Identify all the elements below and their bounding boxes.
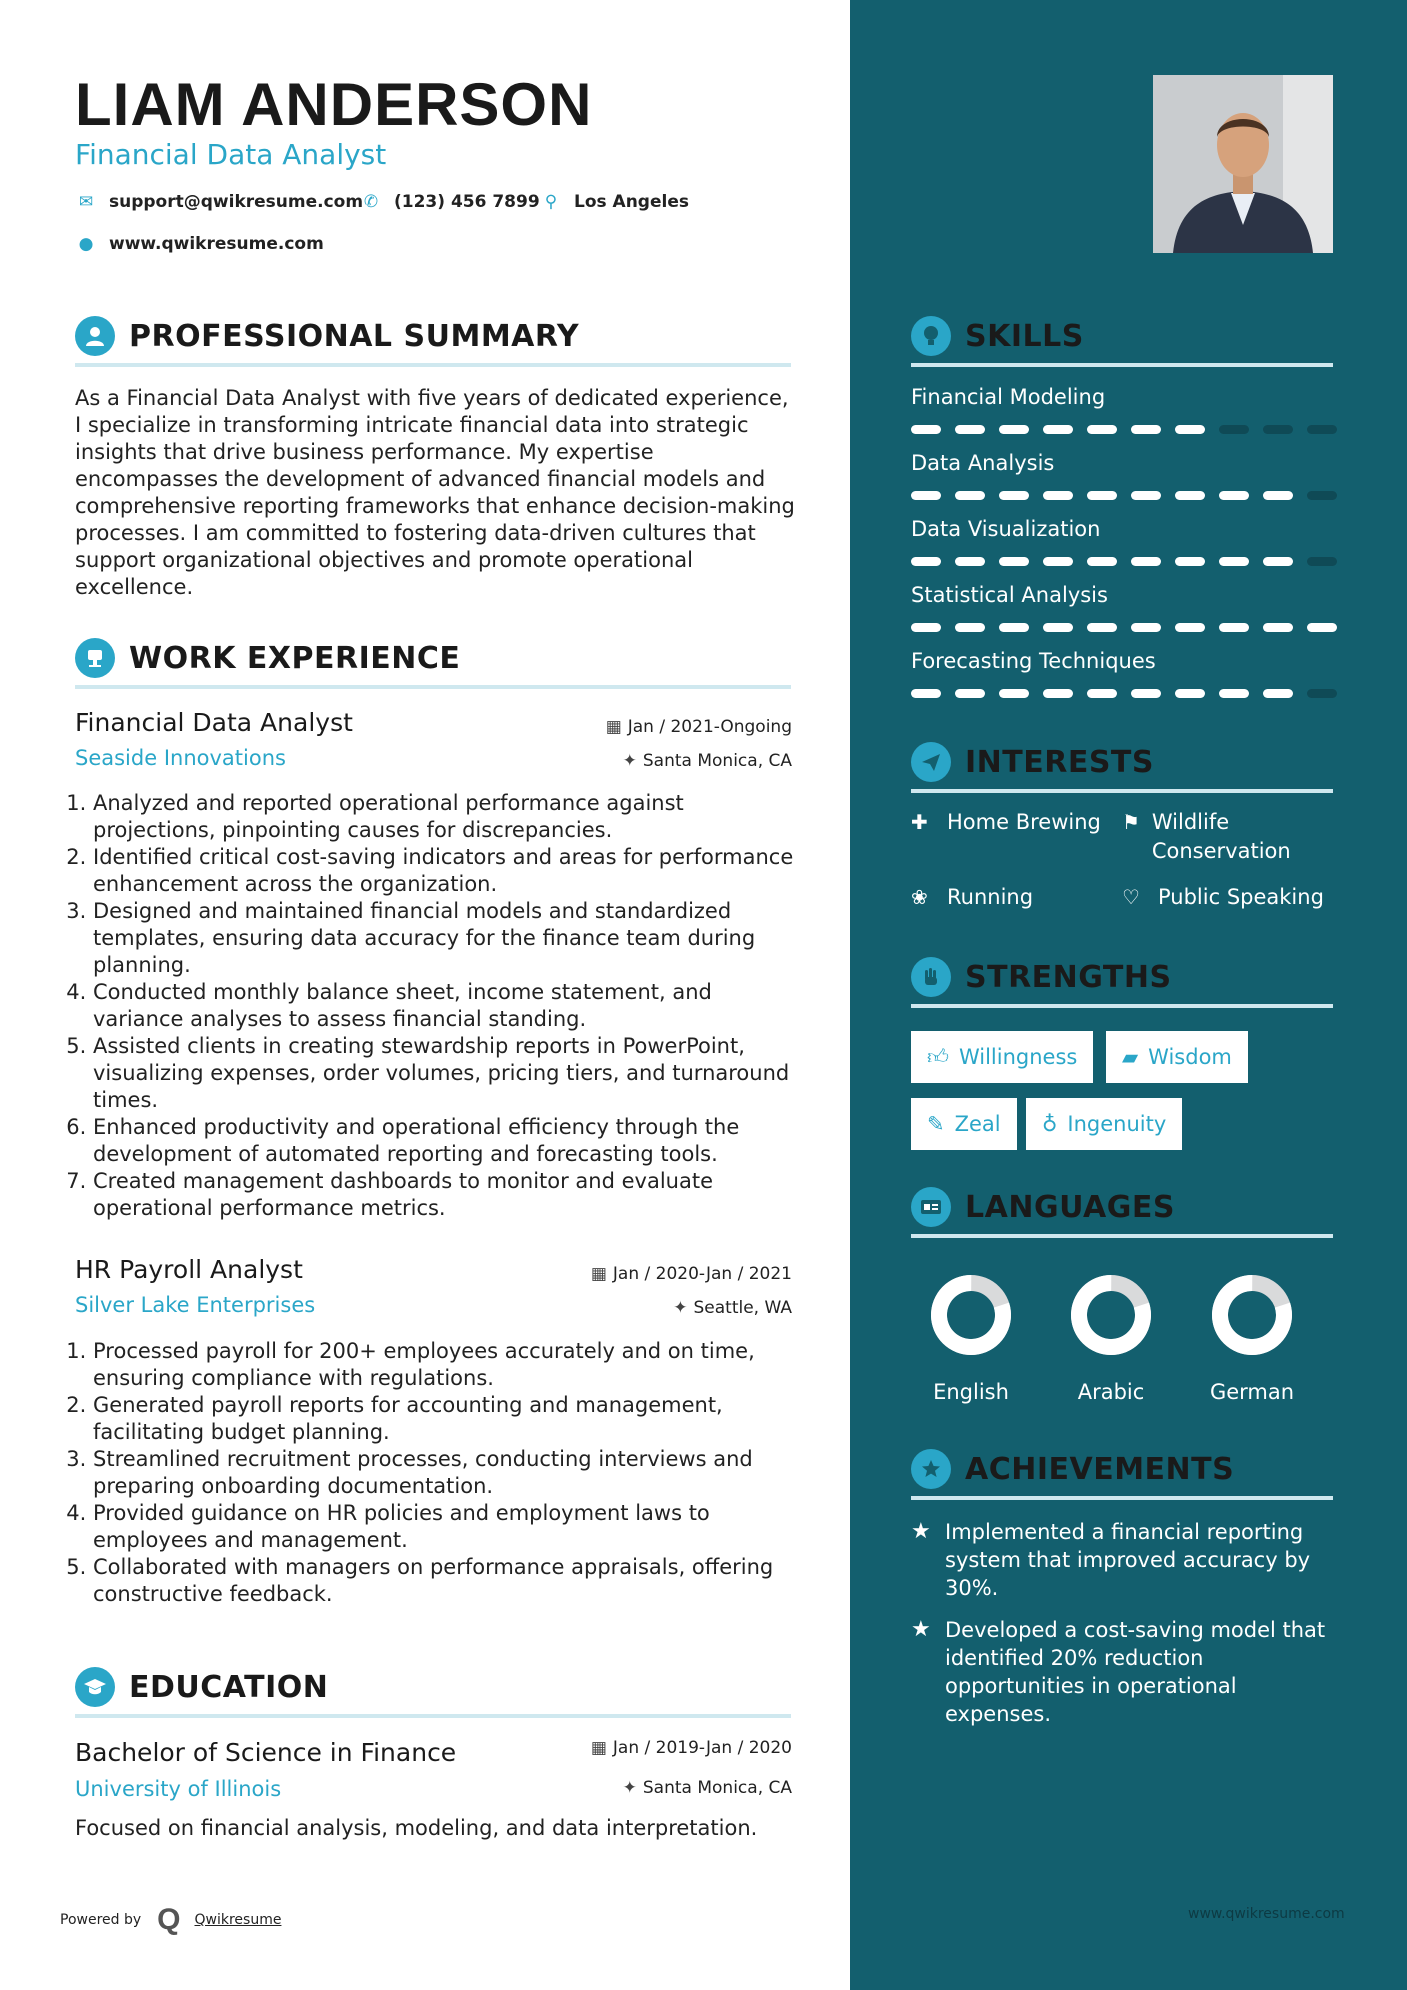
skill-meter xyxy=(911,491,1337,500)
languages-heading xyxy=(911,1187,1175,1227)
paper-plane-icon xyxy=(911,742,951,782)
interests-divider xyxy=(911,789,1333,793)
paw-icon: ❀ xyxy=(911,885,928,909)
experience-divider xyxy=(75,685,791,689)
job-dates: ▦ Jan / 2021-Ongoing xyxy=(605,717,792,737)
interests-title: INTERESTS xyxy=(965,744,1154,780)
envelope-icon: ✉ xyxy=(78,192,94,212)
skill-dash xyxy=(955,425,985,434)
job-company: Seaside Innovations xyxy=(75,746,286,770)
skill-dash xyxy=(1087,689,1117,698)
skill-name: Statistical Analysis xyxy=(911,583,1108,607)
book-icon: ▰ xyxy=(1122,1045,1139,1069)
list-item: 2. Generated payroll reports for accounting and management, facilitating budget planning. xyxy=(93,1392,795,1446)
skill-dash xyxy=(1307,689,1337,698)
skill-dash xyxy=(1307,557,1337,566)
skills-heading xyxy=(911,316,1084,356)
skill-dash xyxy=(1219,623,1249,632)
language-ring xyxy=(1209,1272,1295,1358)
candidate-title: Financial Data Analyst xyxy=(75,138,387,171)
language-item xyxy=(1187,1272,1317,1404)
skill-dash xyxy=(1307,623,1337,632)
skill-dash xyxy=(1175,491,1205,500)
experience-heading xyxy=(75,638,460,678)
skill-dash xyxy=(999,689,1029,698)
skill-dash xyxy=(955,491,985,500)
skill-dash xyxy=(1219,425,1249,434)
job-duties xyxy=(75,1338,795,1608)
flag-icon: ⚑ xyxy=(1122,810,1140,834)
education-dates: ▦ Jan / 2019-Jan / 2020 xyxy=(590,1738,792,1758)
list-item: 6. Enhanced productivity and operational efficiency through the development of automated reporting and forecasting tools. xyxy=(93,1114,795,1168)
list-item: 7. Created management dashboards to monitor and evaluate operational performance metrics. xyxy=(93,1168,795,1222)
strength-tag: ♁ Ingenuity xyxy=(1026,1098,1182,1150)
summary-heading xyxy=(75,316,579,356)
skill-dash xyxy=(911,623,941,632)
language-item xyxy=(906,1272,1036,1404)
skill-name: Data Analysis xyxy=(911,451,1055,475)
list-item: 5. Assisted clients in creating stewardship reports in PowerPoint, visualizing expenses, order volumes, pricing tiers, and turnaround times. xyxy=(93,1033,795,1114)
skill-dash xyxy=(1175,623,1205,632)
skill-dash xyxy=(1131,623,1161,632)
map-marker-icon: ⚲ xyxy=(544,192,558,212)
website-text: www.qwikresume.com xyxy=(109,234,324,254)
education-divider xyxy=(75,1714,791,1718)
strength-tag: ▰ Wisdom xyxy=(1106,1031,1248,1083)
skill-dash xyxy=(1307,491,1337,500)
contact-website[interactable] xyxy=(75,234,324,254)
shooting-star-icon: ★ xyxy=(911,1617,931,1642)
job-location: ✦ Santa Monica, CA xyxy=(622,751,792,771)
languages-title: LANGUAGES xyxy=(965,1189,1175,1225)
powered-by xyxy=(60,1903,281,1937)
skill-name: Forecasting Techniques xyxy=(911,649,1156,673)
skill-dash xyxy=(911,491,941,500)
job-dates: ▦ Jan / 2020-Jan / 2021 xyxy=(590,1264,792,1284)
skill-dash xyxy=(1043,689,1073,698)
graduation-cap-icon xyxy=(75,1667,115,1707)
skill-meter xyxy=(911,557,1337,566)
education-heading xyxy=(75,1667,328,1707)
skill-dash xyxy=(1175,689,1205,698)
skill-dash xyxy=(999,425,1029,434)
calendar-icon: ▦ xyxy=(590,1264,607,1284)
phone-icon: ✆ xyxy=(363,192,379,212)
job-company: Silver Lake Enterprises xyxy=(75,1293,316,1317)
skill-dash xyxy=(911,425,941,434)
language-card-icon xyxy=(911,1187,951,1227)
email-text: support@qwikresume.com xyxy=(109,192,364,212)
skill-dash xyxy=(1263,491,1293,500)
job-title: Financial Data Analyst xyxy=(75,708,353,737)
achievements-divider xyxy=(911,1496,1333,1500)
skill-dash xyxy=(999,623,1029,632)
skill-dash xyxy=(1219,689,1249,698)
thumbs-up-icon: 👍︎ xyxy=(927,1045,949,1069)
skill-dash xyxy=(911,689,941,698)
languages-divider xyxy=(911,1234,1333,1238)
pin-icon: ✦ xyxy=(622,751,637,771)
briefcase-icon xyxy=(75,638,115,678)
interest-item: ♡ Public Speaking xyxy=(1122,883,1324,912)
list-item: 4. Conducted monthly balance sheet, income statement, and variance analyses to assess financial standing. xyxy=(93,979,795,1033)
achievement-item: ★ Developed a cost-saving model that identified 20% reduction opportunities in operational expenses. xyxy=(911,1617,1326,1726)
skill-dash xyxy=(955,623,985,632)
education-location: ✦ Santa Monica, CA xyxy=(622,1778,792,1798)
language-name: English xyxy=(933,1380,1009,1404)
list-item: 1. Analyzed and reported operational performance against projections, pinpointing causes for discrepancies. xyxy=(93,790,795,844)
lightbulb-icon xyxy=(911,316,951,356)
calendar-icon: ▦ xyxy=(605,717,622,737)
skill-dash xyxy=(955,689,985,698)
strengths-divider xyxy=(911,1004,1333,1008)
language-name: Arabic xyxy=(1077,1380,1145,1404)
puzzle-icon: ✚ xyxy=(911,810,928,834)
skill-meter xyxy=(911,425,1337,434)
skill-dash xyxy=(1043,623,1073,632)
skill-dash xyxy=(1087,491,1117,500)
calendar-icon: ▦ xyxy=(590,1738,607,1758)
skill-dash xyxy=(999,557,1029,566)
job-location: ✦ Seattle, WA xyxy=(673,1298,792,1318)
brand-link[interactable]: Qwikresume xyxy=(194,1912,282,1928)
skill-dash xyxy=(1175,425,1205,434)
interests-heading xyxy=(911,742,1154,782)
skill-dash xyxy=(1087,425,1117,434)
summary-title: PROFESSIONAL SUMMARY xyxy=(129,318,580,354)
skill-dash xyxy=(1263,623,1293,632)
skill-dash xyxy=(1263,425,1293,434)
contact-email[interactable] xyxy=(75,192,363,212)
strengths-heading xyxy=(911,957,1172,997)
pin-icon: ✦ xyxy=(622,1778,637,1798)
experience-title: WORK EXPERIENCE xyxy=(129,640,461,676)
skill-dash xyxy=(1263,557,1293,566)
skill-dash xyxy=(1263,689,1293,698)
skill-dash xyxy=(1219,491,1249,500)
skill-dash xyxy=(1131,689,1161,698)
education-description: Focused on financial analysis, modeling, and data interpretation. xyxy=(75,1816,758,1840)
powered-label: Powered by xyxy=(60,1912,142,1928)
skill-name: Financial Modeling xyxy=(911,385,1106,409)
pen-icon: ✎ xyxy=(927,1112,945,1136)
skill-meter xyxy=(911,623,1337,632)
skill-dash xyxy=(911,557,941,566)
skill-dash xyxy=(1219,557,1249,566)
language-ring xyxy=(928,1272,1014,1358)
job-title: HR Payroll Analyst xyxy=(75,1255,303,1284)
list-item: 3. Streamlined recruitment processes, conducting interviews and preparing onboarding documentation. xyxy=(93,1446,795,1500)
heartbeat-icon: ♡ xyxy=(1122,885,1140,909)
star-badge-icon xyxy=(911,1449,951,1489)
candidate-name: LIAM ANDERSON xyxy=(75,71,593,138)
skill-dash xyxy=(1087,623,1117,632)
skill-name: Data Visualization xyxy=(911,517,1101,541)
skill-dash xyxy=(999,491,1029,500)
list-item: 5. Collaborated with managers on performance appraisals, offering constructive feedback. xyxy=(93,1554,795,1608)
user-icon xyxy=(75,316,115,356)
skills-divider xyxy=(911,363,1333,367)
language-name: German xyxy=(1209,1380,1295,1404)
language-item xyxy=(1046,1272,1176,1404)
contact-phone[interactable] xyxy=(360,192,540,212)
shooting-star-icon: ★ xyxy=(911,1519,931,1544)
job-duties xyxy=(75,790,795,1222)
contact-location xyxy=(540,192,689,212)
list-item: 4. Provided guidance on HR policies and employment laws to employees and management. xyxy=(93,1500,795,1554)
hand-icon xyxy=(911,957,951,997)
list-item: 1. Processed payroll for 200+ employees accurately and on time, ensuring compliance with regulations. xyxy=(93,1338,795,1392)
skill-dash xyxy=(1175,557,1205,566)
qwikresume-logo-icon: Q xyxy=(157,1903,181,1936)
language-ring xyxy=(1068,1272,1154,1358)
strengths-title: STRENGTHS xyxy=(965,959,1172,995)
skill-dash xyxy=(1131,425,1161,434)
skill-dash xyxy=(1043,557,1073,566)
school-name: University of Illinois xyxy=(75,1777,282,1801)
skill-dash xyxy=(955,557,985,566)
phone-text: (123) 456 7899 xyxy=(394,192,540,212)
skill-meter xyxy=(911,689,1337,698)
skills-title: SKILLS xyxy=(965,318,1084,354)
summary-text: As a Financial Data Analyst with five years of dedicated experience, I specialize in transforming intricate financial data into strategic insights that drive business performance. My expertise encompasses the development of advanced financial models and comprehensive reporting frameworks that enhance decision-making processes. I am committed to fostering data-driven cultures that support organizational objectives and promote operational excellence. xyxy=(75,386,795,599)
skill-dash xyxy=(1043,425,1073,434)
achievements-title: ACHIEVEMENTS xyxy=(965,1451,1235,1487)
strength-tag: ✎ Zeal xyxy=(911,1098,1017,1150)
interest-item: ⚑ Wildlife Conservation xyxy=(1122,808,1322,866)
achievement-item: ★ Implemented a financial reporting system that improved accuracy by 30%. xyxy=(911,1519,1311,1600)
skill-dash xyxy=(1131,557,1161,566)
profile-photo xyxy=(1153,75,1333,253)
skill-dash xyxy=(1131,491,1161,500)
pin-icon: ✦ xyxy=(673,1298,688,1318)
interest-item: ✚ Home Brewing xyxy=(911,808,1101,837)
location-text: Los Angeles xyxy=(574,192,689,212)
degree-title: Bachelor of Science in Finance xyxy=(75,1738,457,1767)
list-item: 3. Designed and maintained financial models and standardized templates, ensuring data accuracy for the finance team during planning. xyxy=(93,898,795,979)
strength-tag: 👍︎ Willingness xyxy=(911,1031,1093,1083)
globe-icon: ● xyxy=(78,234,94,254)
interest-item: ❀ Running xyxy=(911,883,1033,912)
footer-url[interactable]: www.qwikresume.com xyxy=(1188,1906,1345,1922)
achievements-heading xyxy=(911,1449,1234,1489)
education-title: EDUCATION xyxy=(129,1669,329,1705)
list-item: 2. Identified critical cost-saving indicators and areas for performance enhancement across the organization. xyxy=(93,844,795,898)
skill-dash xyxy=(1087,557,1117,566)
lightbulb-icon: ♁ xyxy=(1042,1112,1058,1136)
summary-divider xyxy=(75,363,791,367)
skill-dash xyxy=(1043,491,1073,500)
skill-dash xyxy=(1307,425,1337,434)
